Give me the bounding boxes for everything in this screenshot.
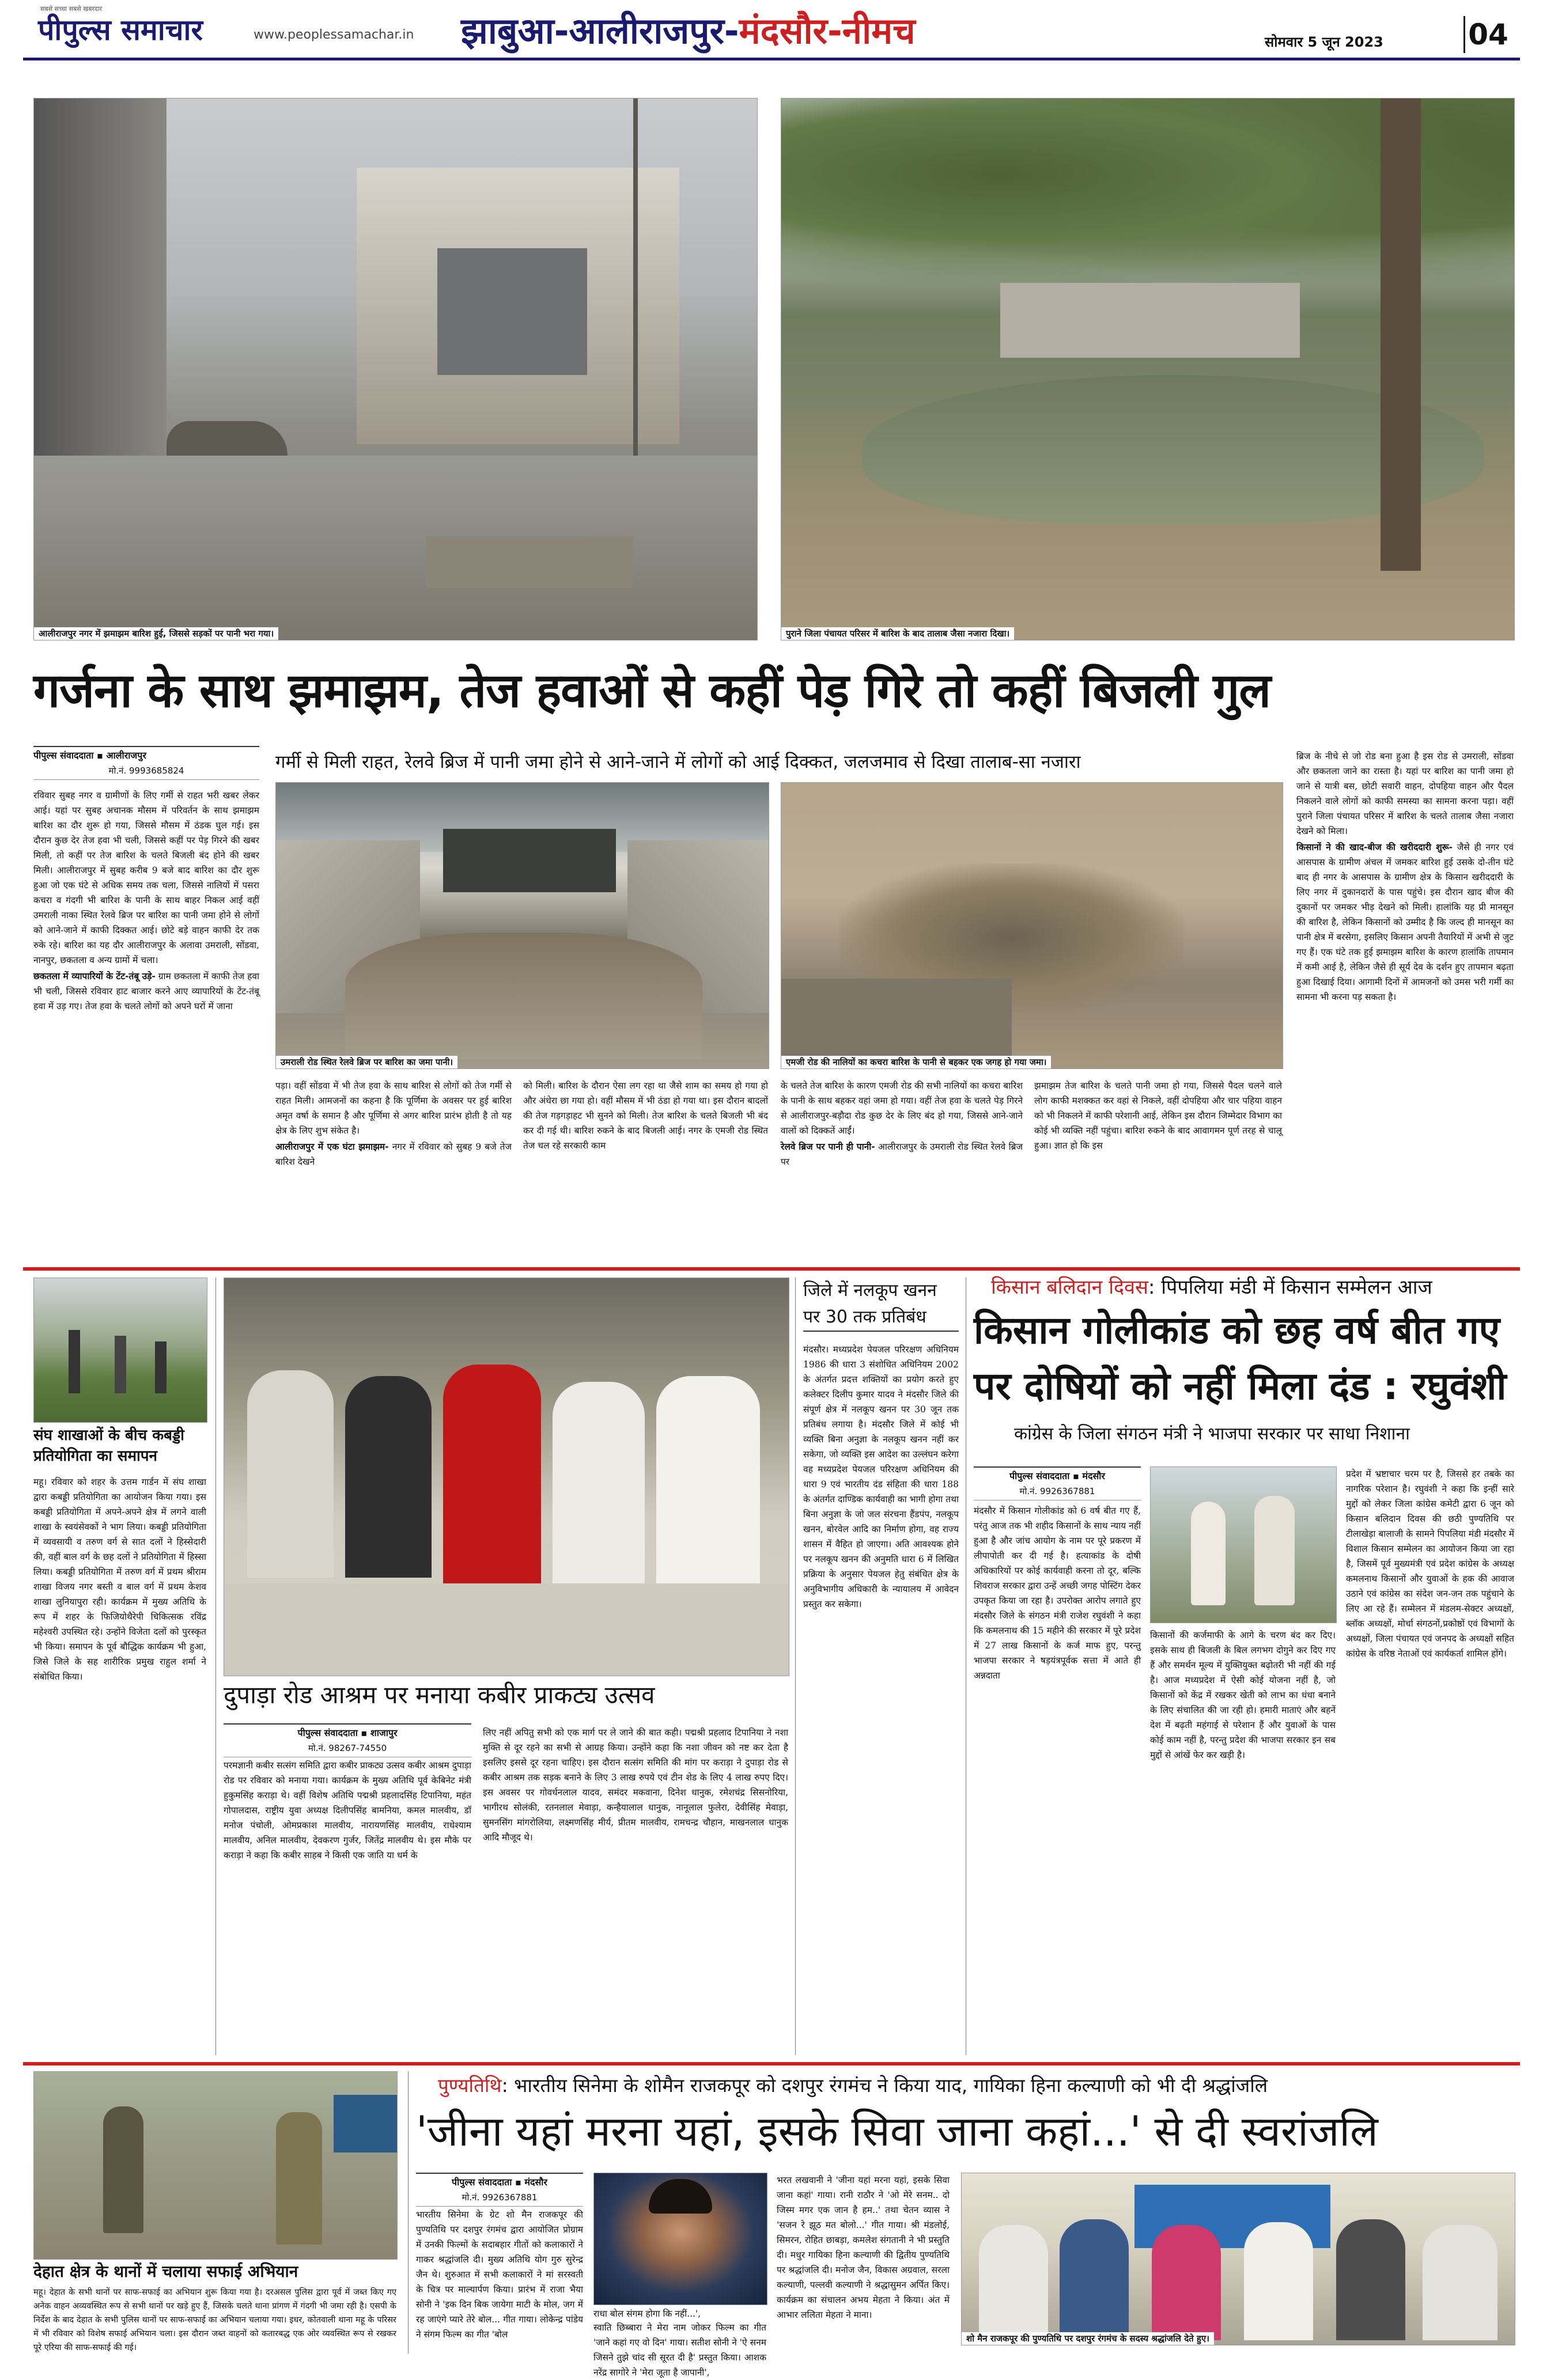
rajkapoor-column-1: भारतीय सिनेमा के ग्रेट शो मैन राजकपूर की पुण्यतिथि पर दशपुर रंगमंच द्वारा आयोजित प्रोग्राम में उनकी फिल्मों के सदाबहार गीतों को कलाकारों ने गाकर श्रद्धांजलि दी। मुख्य अतिथि योग गुरु सुरेन्द्र जैन थे। शुरुआत में सभी कलाकारों ने मां सरस्वती के चित्र पर माल्यार्पण किया। प्रारंभ में राजा भैया सोनी ने 'इक दिन बिक जायेगा माटी के मोल, जग में रह जाएंगे प्यारे तेरे बोल... गीत गाया। लोकेन्द्र पांडेय ने संगम फिल्म का गीत 'बोल [416,2210,583,2340]
rajkapoor-photo-caption: राधा बोल संगम होगा कि नहीं...', [593,2309,701,2319]
divider-kabaddi [215,1278,216,2055]
cleanliness-title: देहात क्षेत्र के थानों में चलाया सफाई अभियान [33,2262,298,2281]
tubewell-headline: जिले में नलकूप खनन पर 30 तक प्रतिबंध [803,1278,959,1332]
pond-caption: पुराने जिला पंचायत परिसर में बारिश के बाद तालाब जैसा नजारा दिखा। [781,627,1014,640]
underpass-photo [275,782,769,1069]
lead-column-4 [781,1078,1023,1263]
lead-col6-text: ब्रिज के नीचे से जो रोड बना हुआ है इस रोड से उमराली, सोंडवा और छकतला जाने का रास्ता है। यहां पर बारिश का पानी जमा हो जाने से यात्री बस, छोटी सवारी वाहन, दोपहिया वाहन और पैदल निकलने वाले लोगों को काफी समस्या का सामना करना पड़ा। वहीं पुराने जिला पंचायत परिसर में बारिश के चलते तालाब जैसा नजारा देखने को मिला। [1296,751,1514,836]
lead-phone: मो.नं. 9993685824 [108,765,184,776]
kisan-byline-text: पीपुल्स संवाददाता ▪ मंदसौर [1009,1471,1105,1481]
divider-kabir [795,1278,796,2055]
lead-headline: गर्जना के साथ झमाझम, तेज हवाओं से कहीं पेड़ गिरे तो कहीं बिजली गुल [33,664,1270,718]
rain-street-photo [33,98,758,641]
kisan-subhead: कांग्रेस के जिला संगठन मंत्री ने भाजपा सरकार पर साधा निशाना [1014,1424,1410,1444]
lead-col1-subhead: छकतला में व्यापारियों के टेंट-तंबू उड़े- [33,971,156,981]
section-divider-2 [23,2062,1520,2066]
kabir-column-2: लिए नहीं अपितु सभी को एक मार्ग पर ले जाने की बात कही। पद्मश्री प्रहलाद टिपानिया ने नशा मुक्ति से दूर रहने का सभी से आग्रह किया। उन्होंने कहा कि नशा जीवन को नष्ट कर देता है इसलिए इससे दूर रहना चाहिए। इस दौरान सत्संग समिति की मांग पर कराड़ा ने दुपाड़ा रोड से कबीर आश्रम तक सड़क बनाने के लिए 3 लाख रुपये एवं टीन शेड के लिए 4 लाख रुपए दिए। इस अवसर पर गोवर्धनलाल यादव, समंदर मकवाना, दिनेश धानुक, रमेशचंद्र सिसनोरिया, भागीरथ सोलंकी, रतनलाल मेवाड़ा, कन्हैयालाल धानुक, नानूलाल फुलेरा, देवीसिंह मेवाड़ा, सुमनसिंग मांगरोलिया, लक्ष्मणसिंह मीर्य, प्रीतम मालवीय, रामचन्द्र चौहान, माखनलाल धानुक आदि मौजूद थे। [483,1727,788,1843]
kisan-statue-photo [1150,1466,1337,1623]
rain-street-caption: आलीराजपुर नगर में झमाझम बारिश हुई, जिससे सड़कों पर पानी भरा गया। [34,627,278,640]
kisan-column-2: किसानों की कर्जमाफी के आगे के चरण बंद कर दिए। इसके साथ ही बिजली के बिल लगभग दोगुने कर दिए गए हैं और समर्थन मूल्य में युक्तियुक्त बढ़ोतरी भी नहीं की गई है। आज मध्यप्रदेश में ऐसी कोई योजना नहीं है, जो किसानों को केंद्र में रखकर खेती को लाभ का धंधा बनाने के लिए संचालित की जा रही हो। हमारी माताएं और बहनें देश में बढ़ती महंगाई से परेशान हैं और युवाओं के पास कोई काम नहीं है, परन्तु प्रदेश की भाजपा सरकार इन सब मुद्दों से आंखें फेर कर खड़ी है। [1150,1630,1336,1760]
lead-col6-subhead: किसानों ने की खाद-बीज की खरीददारी शुरू- [1296,842,1453,852]
lead-column-2 [275,1078,512,1263]
rajkapoor-byline [416,2173,583,2207]
kisan-kicker [991,1273,1510,1302]
masthead [0,0,1543,58]
lead-byline-text: पीपुल्स संवाददाता ▪ आलीराजपुर [33,750,146,761]
tubewell-body: मंदसौर। मध्यप्रदेश पेयजल परिरक्षण अधिनियम 1986 की धारा 3 संशोधित अधिनियम 2002 के अंतर्गत प्रदत्त शक्तियों का प्रयोग करते हुए कलेक्टर दिलीप कुमार यादव ने मंदसौर जिले की संपूर्ण क्षेत्र में नलकूप खनन पर 30 जून तक प्रतिबंध लगाया है। मंदसौर जिले में कोई भी व्यक्ति बिना अनुज्ञा के नलकूप खनन नहीं कर सकेगा, जो व्यक्ति इस आदेश का उल्लंघन करेगा वह मध्यप्रदेश पेयजल परिरक्षण अधिनियम की धारा 9 एवं भारतीय दंड संहिता की धारा 188 के अंतर्गत दाण्डिक कार्यवाही का भागी होगा तथा बिना अनुज्ञा के जो जल संरचना हैंडपंप, नलकूप खनन, बोरवेल आदि का निर्माण होगा, वह राज्य शासन में वैहित हो जाएगा। अति आवश्यक होने पर नलकूप खनन की अनुमति धारा 6 में लिखित प्रक्रिया के अनुसार पेयजल हेतु संबंधित क्षेत्र के अनुविभागीय अधिकारी के न्यायालय में आवेदन प्रस्तुत कर सकेगा। [803,1344,959,1609]
masthead-rule [23,58,1520,60]
lead-col6b-text: जैसे ही नगर एवं आसपास के ग्रामीण अंचल में जमकर बारिश हुई उसके दो-तीन घंटे बाद ही नगर के आसपास के ग्रामीण क्षेत्र के किसान खरीददारी के लिए नगर में दुकानदारों के पास पहुंचे। इस दौरान खाद बीज की दुकानों पर जमकर भीड़ देखने को मिली। हालांकि यह प्री मानसून की बारिश है, लेकिन किसानों को उम्मीद है कि जल्द ही मानसून का पानी क्षेत्र में बरसेगा, इसलिए किसान अपनी तैयारियों में अभी से जुट गए हैं। एक घंटे तक हुई झमाझम बारिश के कारण हालांकि तापमान में कमी आई है, लेकिन जैसे ही सूर्य देव के दर्शन हुए तापमान बढ़ता हुआ दिखाई दिया। आगामी दिनों में आमजनों को उमस भरी गर्मी का सामना भी करना पड़ सकता है। [1296,842,1514,1002]
rajkapoor-kicker-a: पुण्यतिथि [438,2074,502,2097]
kabir-phone: मो.नं. 98267-74550 [308,1743,387,1753]
region-title-a: झाबुआ-आलीराजपुर- [461,10,739,52]
rajkapoor-kicker-b: : भारतीय सिनेमा के शोमैन राजकपूर को दशपुर रंगमंच ने किया याद, गायिका हिना कल्याणी को भी दी श्रद्धांजलि [501,2074,1268,2097]
cleanliness-body: महू। देहात के सभी थानों पर साफ-सफाई का अभियान शुरू किया गया है। दरअसल पुलिस द्वारा पूर्व में जब्त किए गए अनेक वाहन अव्यवस्थित रूप से सभी थानों पर खड़े हुए हैं, जिसके चलते थाना प्रांगण में गंदगी भी जमा रही है। एसपी के निर्देश के बाद देहात के सभी पुलिस थानों पर साफ-सफाई का अभियान चलाया गया। इधर, कोतवाली थाना महू के परिसर में भी रविवार को विशेष सफाई अभियान चला। इस दौरान जब्त वाहनों को कतारबद्ध एक ओर व्यवस्थित रूप से रखकर पूरे एरिया की साफ-सफाई की गई। [33,2288,396,2352]
lead-col2-text: पड़ा। वहीं सोंडवा में भी तेज हवा के साथ बारिश से लोगों को तेज गर्मी से राहत मिली। आमजनों का कहना है कि पूर्णिमा के अवसर पर हुई बारिश अमृत वर्षा के समान है और पूर्णिमा से अगर बारिश प्रारंभ होती है तो यह क्षेत्र के लिए शुभ संकेत है। [275,1081,512,1136]
rajkapoor-headline [416,2102,1514,2160]
rajkapoor-headline-2: से दी स्वरांजलि [1154,2107,1378,2155]
kabir-event-photo [224,1278,789,1676]
kisan-headline-2: पर दोषियों को नहीं मिला दंड : रघुवंशी [974,1364,1507,1408]
lead-col2-subhead: आलीराजपुर में एक घंटा झमाझम- [275,1142,389,1152]
lead-col2b-text: नगर में रविवार को सुबह 9 बजे तेज बारिश देखने [275,1142,512,1167]
kisan-column-3: प्रदेश में भ्रष्टाचार चरम पर है, जिससे हर तबके का नागरिक परेशान है। रघुवंशी ने कहा कि इन्हीं सारे मुद्दों को लेकर जिला कांग्रेस कमेटी द्वारा 6 जून को किसान बलिदान दिवस की छठी पुण्यतिथि पर टीलाखेड़ा बालाजी के सामने पिपलिया मंडी मंदसौर में विशाल किसान सम्मेलन का आयोजन किया जा रहा है, जिसमें पूर्व मुख्यमंत्री एवं प्रदेश कांग्रेस के अध्यक्ष कमलनाथ किसानों और युवाओं के हक की आवाज उठाने एवं कांग्रेस का संदेश जन-जन तक पहुंचाने के लिए आ रहे हैं। सम्मेलन में मंडलम-सेक्टर अध्यक्षों, ब्लॉक अध्यक्षों, मोर्चा संगठनों,प्रकोष्ठों एवं विभागों के अध्यक्षों, जिला पंचायत एवं जनपद के अध्यक्षों सहित कांग्रेस के वरिष्ठ नेताओं एवं कार्यकर्ता शामिल होंगे। [1346,1469,1514,1659]
rajkapoor-phone: मो.नं. 9926367881 [462,2192,538,2203]
lead-column-5 [1034,1078,1282,1263]
kisan-column-1: मंदसौर में किसान गोलीकांड को 6 वर्ष बीत गए हैं, परंतु आज तक भी शहीद किसानों के साथ न्याय नहीं हुआ है और जांच आयोग के नाम पर पूरे प्रकरण में लीपापोती कर दी गई है। हत्याकांड के दोषी अधिकारियों पर कोई कार्यवाही करना तो दूर, बल्कि शिवराज सरकार द्वारा उन्हें अच्छी जगह पोस्टिंग देकर उपकृत किया जा रहा है। उपरोक्त आरोप लगाते हुए मंदसौर जिले के संगठन मंत्री राजेश रघुवंशी ने कहा कि कमलनाथ की 15 महीने की सरकार में पूरे प्रदेश में 27 लाख किसानों के कर्ज माफ हुए, परन्तु भाजपा सरकार ने षड़यंत्रपूर्वक सत्ता में आते ही अन्नदाता [974,1506,1141,1681]
brand-tagline: सबसे सच्चा सबसे खबरदार [40,5,103,13]
divider-cleanliness [408,2071,409,2354]
rajkapoor-headline-1: 'जीना यहां मरना यहां, इसके सिवा जाना कहां...' [416,2107,1141,2155]
kabir-byline-text: पीपुल्स संवाददाता ▪ शाजापुर [297,1727,398,1738]
rajkapoor-portrait-photo [593,2173,767,2305]
rajkapoor-column-2: स्वाति छिब्बारा ने मेरा नाम जोकर फिल्म का गीत 'जाने कहां गए वो दिन' गाया। सतीश सोनी ने 'ऐ सनम जिसने तुझे चांद सी सूरत दी है' प्रस्तुत किया। आशक नरेंद्र सागोरे ने 'मेरा जूता है जापानी', [593,2322,766,2378]
rajkapoor-group-photo [961,2173,1515,2345]
kabir-headline: दुपाड़ा रोड आश्रम पर मनाया कबीर प्राकट्य उत्सव [224,1681,655,1709]
rajkapoor-byline-text: पीपुल्स संवाददाता ▪ मंदसौर [452,2177,547,2188]
lead-subhead: गर्मी से मिली राहत, रेलवे ब्रिज में पानी जमा होने से आने-जाने में लोगों को आई दिक्कत, जलजमाव से दिखा तालाब-सा नजारा [275,752,1081,772]
website-link[interactable]: www.peoplessamachar.in [254,28,414,42]
lead-col1b-text: ग्राम छकतला में काफी तेज हवा भी चली, जिससे रविवार हाट बाजार करने आए व्यापारियों के टेंट-तंबू हवा में उड़ गए। तेज हवा के चलते लोगों को अपने घरों में जाना [33,971,259,1011]
issue-date: सोमवार 5 जून 2023 [1265,34,1383,50]
lead-col4-subhead: रेलवे ब्रिज पर पानी ही पानी- [781,1142,875,1152]
lead-col4b-text: आलीराजपुर के उमराली रोड स्थित रेलवे ब्रिज पर [781,1142,1023,1167]
brand-logo: पीपुल्स समाचार [38,13,203,47]
lead-column-6 [1296,749,1514,1261]
lead-col1-text: रविवार सुबह नगर व ग्रामीणों के लिए गर्मी से राहत भरी खबर लेकर आई। यहां पर सुबह अचानक मौसम में परिवर्तन के साथ झमाझम बारिश का दौर शुरू हो गया, जिससे मौसम में ठंडक घुल गई। इस दौरान कुछ देर तेज हवा भी चली, जिससे कहीं पर पेड़ गिरने की खबर मिली, तो कहीं पर तेज बारिश के चलते बिजली बंद होने की खबर मिली। आलीराजपुर में सुबह करीब 9 बजे बाद बारिश का दौर शुरू हुआ जो एक घंटे से अधिक समय तक चला, जिससे नालियों में पसरा कचरा व गंदगी भी बारिश के पानी के साथ बाहर निकल आई वहीं उमराली नाका स्थित रेलवे ब्रिज पर बारिश का पानी जमा होने से लोगों को आने-जाने में काफी दिक्कत आई। छोटे बड़े वाहन काफी देर तक रुके रहे। बारिश का यह दौर आलीराजपुर के अलावा उमराली, सोंडवा, नानपुर, छकतला व अन्य ग्रामों में चला। [33,790,259,965]
lead-col5-text: झमाझम तेज बारिश के चलते पानी जमा हो गया, जिससे पैदल चलने वाले लोग काफी मशक्कत कर वहां से निकले, वहीं दोपहिया और चार पहिया वाहन को भी निकलने में काफी परेशानी आई, लेकिन इस दौरान जिम्मेदार विभाग का कोई भी व्यक्ति नहीं पहुंचा। बारिश रुकने के बाद आवागमन पूर्ण तरह से चालू हुआ। ज्ञात हो कि इस [1034,1081,1282,1151]
lead-col4-text: के चलते तेज बारिश के कारण एमजी रोड की सभी नालियों का कचरा बारिश के पानी के साथ बहकर वहां जमा हो गया। वहीं तेज हवा के चलते पेड़ गिरने से आलीराजपुर-बड़ौदा रोड कुछ देर के लिए बंद हो गया, जिससे आने-जाने वालों को दिक्कतें आईं। [781,1081,1023,1136]
kabaddi-body: महू। रविवार को शहर के उत्तम गार्डन में संघ शाखा द्वारा कबड्डी प्रतियोगिता का आयोजन किया गया। इस कबड्डी प्रतियोगिता में अपने-अपने क्षेत्र में लगने वाली शाखा के स्वयंसेवकों ने भाग लिया। कबड्डी प्रतियोगिता में व्यवसायी व तरुण वर्ग से सात दलों ने हिस्सेदारी की, वहीं बाल वर्ग के छह दलों ने प्रतियोगिता में हिस्सा लिया। कबड्डी प्रतियोगिता में तरुण वर्ग में प्रथम श्रीराम शाखा विजय नगर बस्ती व बाल वर्ग में प्रथम केशव शाखा लुनियापुरा रही। कार्यक्रम में मुख्य अतिथि के रूप में शहर के फिजियोथैरेपी चिकित्सक रविंद्र महेश्वरी उपस्थित रहे। उन्होंने विजेता दलों को पुरस्कृत भी किया। समापन के पूर्व बौद्धिक कार्यक्रम भी हुआ, जिसे जिले के सह शारीरिक प्रमुख राहुल शर्मा ने संबोधित किया। [33,1477,206,1682]
lead-column-1 [33,788,259,1260]
rajkapoor-group-caption: शो मैन राजकपूर की पुण्यतिथि पर दशपुर रंगमंच के सदस्य श्रद्धांजलि देते हुए। [962,2332,1214,2345]
cleanliness-photo [33,2071,398,2260]
pond-photo [781,98,1515,641]
page-number: 04 [1463,16,1511,53]
kabir-byline [224,1723,471,1757]
kisan-byline [974,1466,1141,1500]
kabir-column-1: परमज्ञानी कबीर सत्संग समिति द्वारा कबीर प्राकट्य उत्सव कबीर आश्रम दुपाड़ा रोड पर रविवार को मनाया गया। कार्यक्रम के मुख्य अतिथि पूर्व केबिनेट मंत्री हुकुमसिंह कराड़ा थे। वहीं विशेष अतिथि पद्मश्री प्रहलादसिंह टिपानिया, महंत गोपालदास, राष्ट्रीय युवा अध्यक्ष दिलीपसिंह बामनिया, कमल मालवीय, डॉ मनोज पंचोली, ओमप्रकाश मालवीय, नारायणसिंह मालवीय, राधेश्याम मालवीय, अनिल मालवीय, देवकरण गुर्जर, जितेंद्र मालवीय थे। इस मौके पर कराड़ा ने कहा कि कबीर साहब ने किसी एक जाति या धर्म के [224,1760,471,1860]
lead-column-3 [523,1078,768,1263]
drain-caption: एमजी रोड की नालियों का कचरा बारिश के पानी से बहकर एक जगह हो गया जमा। [781,1056,1051,1068]
region-title [461,9,916,53]
kisan-phone: मो.नं. 9926367881 [1019,1486,1095,1496]
lead-byline [33,746,259,780]
rajkapoor-kicker [438,2071,1515,2100]
kisan-headline-1: किसान गोलीकांड को छह वर्ष बीत गए [974,1308,1500,1352]
kabaddi-photo [33,1278,207,1423]
underpass-caption: उमराली रोड स्थित रेलवे ब्रिज पर बारिश का जमा पानी। [276,1056,457,1068]
kisan-kicker-a: किसान बलिदान दिवस [991,1276,1148,1299]
section-divider-1 [23,1267,1520,1271]
drain-photo [781,782,1283,1069]
lead-col3-text: को मिली। बारिश के दौरान ऐसा लग रहा था जैसे शाम का समय हो गया हो और अंधेरा छा गया हो। वहीं मौसम में भी ठंडा हो गया था। इस दौरान बादलों की तेज गड़गड़ाहट भी सुनने को मिली। तेज बारिश के चलते बिजली भी बंद कर दी गई थी। बारिश रुकने के बाद बिजली आई। नगर के एमजी रोड स्थित तेज चल रहे सरकारी काम [523,1081,768,1151]
rajkapoor-column-3: भरत लखवानी ने 'जीना यहां मरना यहां, इसके सिवा जाना कहां' गाया। रानी राठौर ने 'ओ मेरे सनम.. दो जिस्म मगर एक जान है हम..' तथा चेतन व्यास ने 'सजन रे झूठ मत बोलो...' गीत गाया। श्री मंडलोई, सिमरन, रोहित छाबड़ा, कमलेश संगतानी ने भी प्रस्तुति दी। मधुर गायिका हिना कल्याणी की द्वितीय पुण्यतिथि पर श्रद्धांजलि दी। मनोज जैन, विकास अग्रवाल, सरला कल्याणी, पल्लवी कल्याणी ने श्रद्धासुमन अर्पित किए। कार्यक्रम का संचालन अभय मेहता ने किया। अंत में आभार ललिता मेहता ने माना। [777,2175,950,2320]
kabaddi-title: संघ शाखाओं के बीच कबड्डी प्रतियोगिता का समापन [33,1427,184,1465]
kisan-kicker-b: : पिपलिया मंडी में किसान सम्मेलन आज [1148,1276,1432,1299]
region-title-b: मंदसौर-नीमच [739,10,916,52]
